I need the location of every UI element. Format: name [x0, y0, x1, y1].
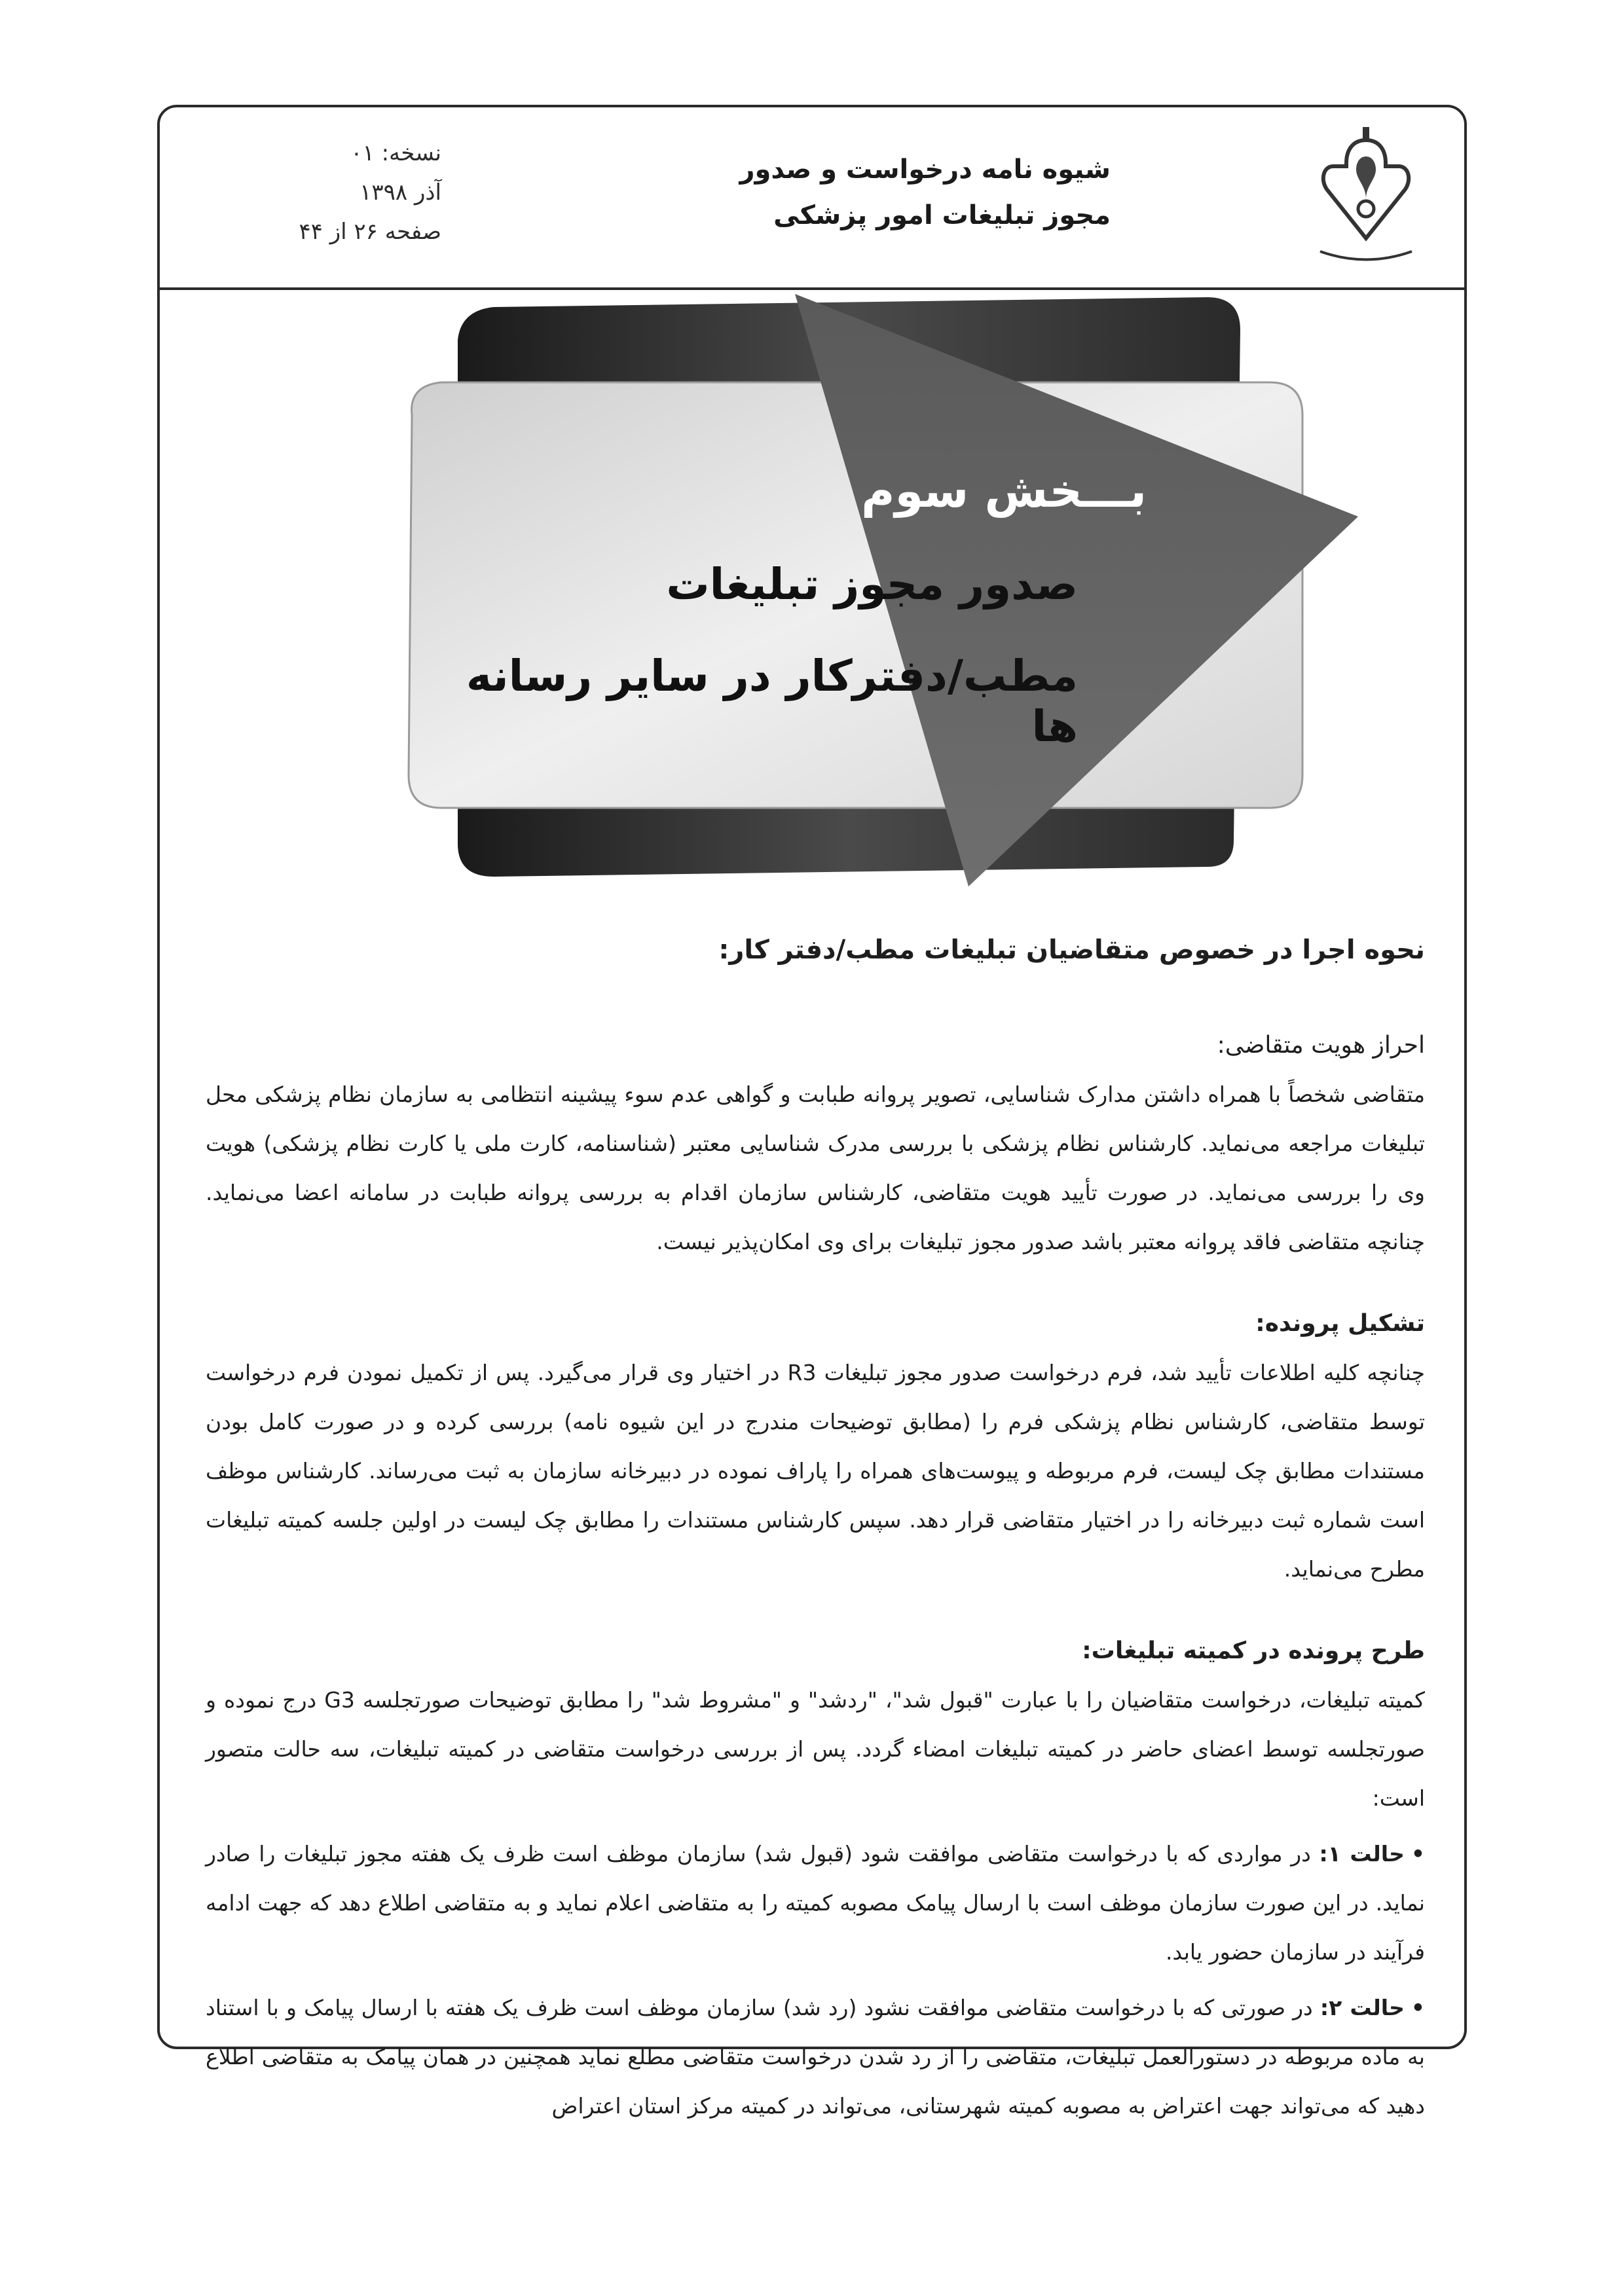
- date-label: آذر ۱۳۹۸: [360, 179, 441, 206]
- bullet-text: در صورتی که با درخواست متقاضی موافقت نشود (رد شد) سازمان موظف است ظرف یک هفته با ارسال پیامک و با استناد به ماده مربوطه در دستورالعمل تبلیغات، متقاضی را از رد شدن درخواست متقاضی مطلع نماید همچنین در همان پیامک به متقاضی اطلاع دهید که می‌تواند جهت اعتراض به مصوبه کمیته شهرستانی، می‌تواند در کمیته مرکز استان اعتراض: [206, 1995, 1425, 2119]
- bullet-label: حالت ۱:: [1319, 1841, 1405, 1867]
- bullet-icon: •: [1411, 1841, 1425, 1867]
- banner-title-line2: مطب/دفترکار در سایر رسانه ها: [466, 651, 1078, 752]
- part-label: بـــخش سوم: [861, 464, 1147, 518]
- page-frame: [157, 105, 1467, 2119]
- page-number-label: صفحه ۲۶ از ۴۴: [299, 219, 441, 245]
- section-title-committee: طرح پرونده در کمیته تبلیغات:: [1082, 1637, 1425, 1664]
- list-item: [206, 1829, 1425, 1977]
- document-body: [206, 926, 1425, 2137]
- bullet-text: در مواردی که با درخواست متقاضی موافقت شود (قبول شد) سازمان موظف است ظرف یک هفته مجوز تبلیغات را صادر نماید. در این صورت سازمان موظف است با ارسال پیامک مصوبه کمیته را به متقاضی اعلام نماید و به متقاضی اطلاع دهد که جهت ادامه فرآیند در سازمان حضور یابد.: [206, 1841, 1425, 1965]
- bullet-icon: •: [1411, 1995, 1425, 2020]
- list-item: [206, 1983, 1425, 2130]
- banner-title-line1: صدور مجوز تبلیغات: [666, 559, 1078, 610]
- section-title-file: تشکیل پرونده:: [1255, 1310, 1425, 1337]
- version-label: نسخه: ۰۱: [350, 140, 441, 166]
- section-body-committee: کمیته تبلیغات، درخواست متقاضیان را با عبارت "قبول شد"، "ردشد" و "مشروط شد" را مطابق توضیحات صورتجلسه G3 درج نموده و صورتجلسه توسط اعضای حاضر در کمیته تبلیغات امضاء گردد. پس از بررسی درخواست متقاضی در کمیته تبلیغات، سه حالت متصور است:: [206, 1687, 1425, 1811]
- header-title-line2: مجوز تبلیغات امور پزشکی: [773, 200, 1111, 230]
- section-heading: نحوه اجرا در خصوص متقاضیان تبلیغات مطب/دفتر کار:: [718, 935, 1425, 965]
- bullet-label: حالت ۲:: [1320, 1995, 1405, 2020]
- section-title-identity: احراز هویت متقاضی:: [1217, 1032, 1425, 1059]
- section-body-identity: متقاضی شخصاً با همراه داشتن مدارک شناسایی، تصویر پروانه طبابت و گواهی عدم سوء پیشینه انتظامی به سازمان نظام پزشکی محل تبلیغات مراجعه می‌نماید. کارشناس نظام پزشکی با بررسی مدرک شناسایی معتبر (شناسنامه، کارت ملی یا کارت نظام پزشکی) هویت وی را بررسی می‌نماید. در صورت تأیید هویت متقاضی، کارشناس سازمان اقدام به بررسی پروانه طبابت در سامانه اعضا می‌نماید. چنانچه متقاضی فاقد پروانه معتبر باشد صدور مجوز تبلیغات برای وی امکان‌پذیر نیست.: [206, 1082, 1425, 1254]
- section-body-file: چنانچه کلیه اطلاعات تأیید شد، فرم درخواست صدور مجوز تبلیغات R3 در اختیار وی قرار می‌گیرد. پس از تکمیل نمودن فرم درخواست توسط متقاضی، کارشناس نظام پزشکی فرم را (مطابق توضیحات مندرج در این شیوه نامه) بررسی کرده و در صورت کامل بودن مستندات مطابق چک لیست، فرم مربوطه و پیوست‌های همراه را پاراف نموده در دبیرخانه سازمان به ثبت می‌رساند. کارشناس موظف است شماره ثبت دبیرخانه را در اختیار متقاضی قرار دهد. سپس کارشناس مستندات را مطابق چک لیست در اولین جلسه کمیته تبلیغات مطرح می‌نماید.: [206, 1360, 1425, 1582]
- header-title-line1: شیوه نامه درخواست و صدور: [739, 155, 1111, 185]
